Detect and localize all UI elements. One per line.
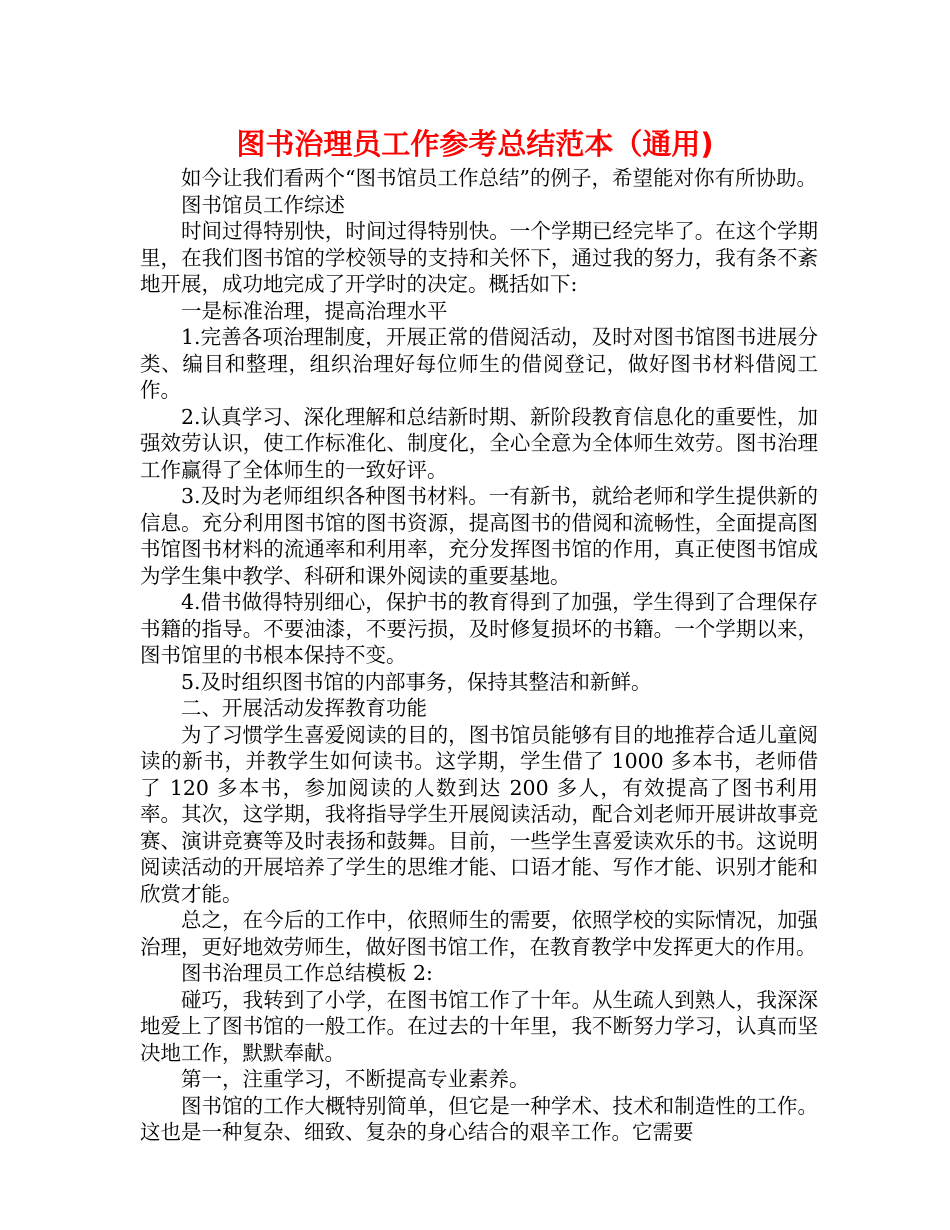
paragraph: 5.及时组织图书馆的内部事务，保持其整洁和新鲜。: [181, 669, 652, 694]
paragraph: 3.及时为老师组织各种图书材料。一有新书，就给老师和学生提供新的信息。充分利用图书馆的图书资源，提高图书的借阅和流畅性，全面提高图书馆图书材料的流通率和利用率，充分发挥图书馆的作用，真正使图书馆成为学生集中教学、科研和课外阅读的重要基地。: [140, 484, 818, 588]
paragraph: 1.完善各项治理制度，开展正常的借阅活动，及时对图书馆图书进展分类、编目和整理，组织治理好每位师生的借阅登记，做好图书材料借阅工作。: [140, 325, 818, 402]
paragraph: 2.认真学习、深化理解和总结新时期、新阶段教育信息化的重要性，加强效劳认识，使工作标准化、制度化，全心全意为全体师生效劳。图书治理工作赢得了全体师生的一致好评。: [140, 404, 818, 482]
document-body: [140, 165, 818, 1146]
paragraph: 为了习惯学生喜爱阅读的目的，图书馆员能够有目的地推荐合适儿童阅读的新书，并教学生如何读书。这学期，学生借了 1000 多本书，老师借了 120 多本书，参加阅读的人数到达 200 多人，有效提高了图书利用率。其次，这学期，我将指导学生开展阅读活动，配合刘老师开展讲故事竞赛、演讲竞赛等及时表扬和鼓舞。目前，一些学生喜爱读欢乐的书。这说明阅读活动的开展培养了学生的思维才能、口语才能、写作才能、识别才能和欣赏才能。: [140, 722, 818, 906]
paragraph: 二、开展活动发挥教育功能: [181, 696, 427, 720]
paragraph: 图书治理员工作总结模板 2:: [181, 961, 433, 985]
paragraph: 如今让我们看两个“图书馆员工作总结”的例子，希望能对你有所协助。: [181, 166, 817, 190]
paragraph: 时间过得特别快，时间过得特别快。一个学期已经完毕了。在这个学期里，在我们图书馆的学校领导的支持和关怀下，通过我的努力，我有条不紊地开展，成功地完成了开学时的决定。概括如下:: [140, 219, 818, 296]
paragraph: 一是标准治理，提高治理水平: [181, 298, 448, 323]
paragraph: 图书馆员工作综述: [181, 192, 345, 217]
paragraph: 图书馆的工作大概特别简单，但它是一种学术、技术和制造性的工作。这也是一种复杂、细致、复杂的身心结合的艰辛工作。它需要: [140, 1093, 818, 1144]
paragraph: 总之，在今后的工作中，依照师生的需要，依照学校的实际情况，加强治理，更好地效劳师生，做好图书馆工作，在教育教学中发挥更大的作用。: [140, 908, 818, 959]
paragraph: 4.借书做得特别细心，保护书的教育得到了加强，学生得到了合理保存书籍的指导。不要油漆，不要污损，及时修复损坏的书籍。一个学期以来，图书馆里的书根本保持不变。: [140, 590, 818, 667]
paragraph: 碰巧，我转到了小学，在图书馆工作了十年。从生疏人到熟人，我深深地爱上了图书馆的一般工作。在过去的十年里，我不断努力学习，认真而坚决地工作，默默奉献。: [140, 987, 818, 1065]
paragraph: 第一，注重学习，不断提高专业素养。: [181, 1067, 530, 1091]
document-title: 图书治理员工作参考总结范本（通用): [236, 127, 714, 161]
